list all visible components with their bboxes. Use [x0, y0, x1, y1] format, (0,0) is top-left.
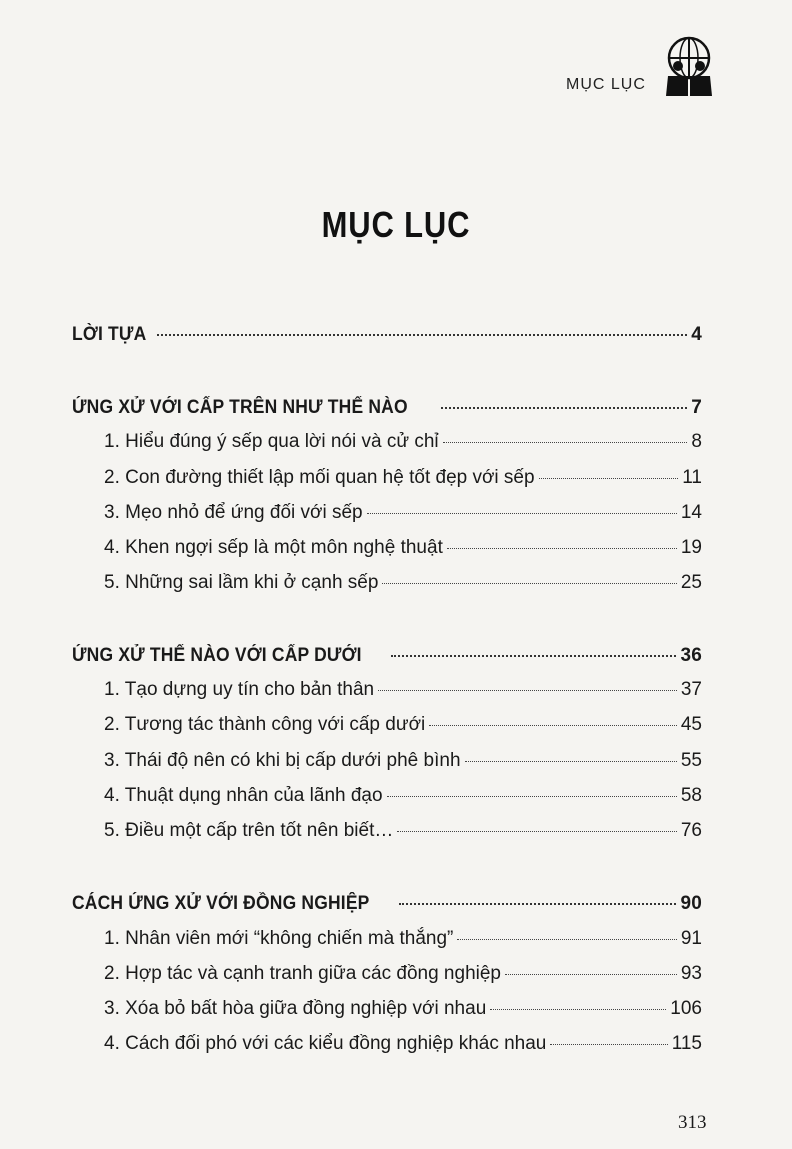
- toc-item-title: 1. Hiểu đúng ý sếp qua lời nói và cử chỉ: [104, 431, 439, 452]
- dot-leader: [391, 655, 677, 657]
- toc-item-title: 5. Những sai lầm khi ở cạnh sếp: [104, 572, 379, 593]
- logo-globe-people-icon: [660, 36, 718, 98]
- toc-item-title: 4. Cách đối phó với các kiểu đồng nghiệp khác nhau: [104, 1033, 547, 1054]
- dot-leader: [539, 478, 679, 479]
- toc-page-number: 90: [680, 893, 702, 914]
- toc-page-number: 25: [680, 572, 702, 593]
- dot-leader: [378, 690, 677, 691]
- toc-section-title: CÁCH ỨNG XỬ VỚI ĐỒNG NGHIỆP: [72, 893, 370, 914]
- toc-item-title: 4. Thuật dụng nhân của lãnh đạo: [104, 785, 383, 806]
- toc-page-number: 37: [680, 679, 702, 700]
- toc-item[interactable]: [72, 1033, 702, 1065]
- toc-item[interactable]: [72, 537, 702, 569]
- toc-page-number: 55: [680, 750, 702, 771]
- toc-item[interactable]: [72, 998, 702, 1030]
- toc-item-title: 1. Nhân viên mới “không chiến mà thắng”: [104, 928, 454, 949]
- toc-section-subordinates[interactable]: [72, 645, 702, 677]
- toc-item-title: 3. Xóa bỏ bất hòa giữa đồng nghiệp với nhau: [104, 998, 487, 1019]
- toc-item[interactable]: [72, 714, 702, 746]
- dot-leader: [447, 548, 677, 549]
- dot-leader: [457, 939, 676, 940]
- toc-item[interactable]: [72, 750, 702, 782]
- toc-page-number: 36: [680, 645, 702, 666]
- toc-page-number: 8: [691, 431, 702, 452]
- dot-leader: [429, 725, 677, 726]
- dot-leader: [550, 1044, 667, 1045]
- toc-item-title: 4. Khen ngợi sếp là một môn nghệ thuật: [104, 537, 443, 558]
- toc-page-number: 45: [680, 714, 702, 735]
- toc-item[interactable]: [72, 431, 702, 463]
- toc-item[interactable]: [72, 502, 702, 534]
- dot-leader: [443, 442, 688, 443]
- toc-item[interactable]: [72, 963, 702, 995]
- toc-page-number: 76: [680, 820, 702, 841]
- toc-section-colleagues[interactable]: [72, 893, 702, 925]
- toc-page-number: 7: [691, 397, 702, 418]
- dot-leader: [465, 761, 677, 762]
- toc-item[interactable]: [72, 467, 702, 499]
- toc-item-title: 5. Điều một cấp trên tốt nên biết…: [104, 820, 394, 841]
- dot-leader: [505, 974, 677, 975]
- toc-page-number: 58: [680, 785, 702, 806]
- dot-leader: [367, 513, 677, 514]
- toc-page-number: 106: [670, 998, 702, 1019]
- dot-leader: [387, 796, 677, 797]
- page-title: MỤC LỤC: [321, 204, 471, 245]
- dot-leader: [490, 1009, 666, 1010]
- toc-section-title: ỨNG XỬ THẾ NÀO VỚI CẤP DƯỚI: [72, 645, 362, 666]
- toc-item[interactable]: [72, 572, 702, 604]
- header-label: MỤC LỤC: [566, 76, 646, 93]
- toc-page-number: 14: [680, 502, 702, 523]
- toc-page-number: 93: [680, 963, 702, 984]
- toc-page-number: 115: [671, 1033, 702, 1054]
- toc-page-number: 4: [691, 324, 702, 345]
- dot-leader: [399, 903, 676, 905]
- toc-page-number: 91: [680, 928, 702, 949]
- toc-item[interactable]: [72, 928, 702, 960]
- toc-page-number: 11: [682, 467, 702, 488]
- toc-item-title: 2. Hợp tác và cạnh tranh giữa các đồng nghiệp: [104, 963, 501, 984]
- dot-leader: [441, 407, 687, 409]
- toc-item[interactable]: [72, 679, 702, 711]
- page-number: 313: [678, 1112, 707, 1133]
- toc-item[interactable]: [72, 820, 702, 852]
- toc-section-title: LỜI TỰA: [72, 324, 147, 345]
- dot-leader: [397, 831, 676, 832]
- toc-section-superiors[interactable]: [72, 397, 702, 429]
- toc-item-title: 2. Con đường thiết lập mối quan hệ tốt đẹp với sếp: [104, 467, 535, 488]
- toc-section-title: ỨNG XỬ VỚI CẤP TRÊN NHƯ THẾ NÀO: [72, 397, 408, 418]
- toc-item-title: 3. Thái độ nên có khi bị cấp dưới phê bình: [104, 750, 461, 771]
- dot-leader: [382, 583, 676, 584]
- toc-item[interactable]: [72, 785, 702, 817]
- toc-item-title: 1. Tạo dựng uy tín cho bản thân: [104, 679, 375, 700]
- toc-page-number: 19: [680, 537, 702, 558]
- toc-section-preface[interactable]: [72, 324, 702, 356]
- toc-item-title: 2. Tương tác thành công với cấp dưới: [104, 714, 426, 735]
- toc-item-title: 3. Mẹo nhỏ để ứng đối với sếp: [104, 502, 363, 523]
- dot-leader: [157, 334, 687, 336]
